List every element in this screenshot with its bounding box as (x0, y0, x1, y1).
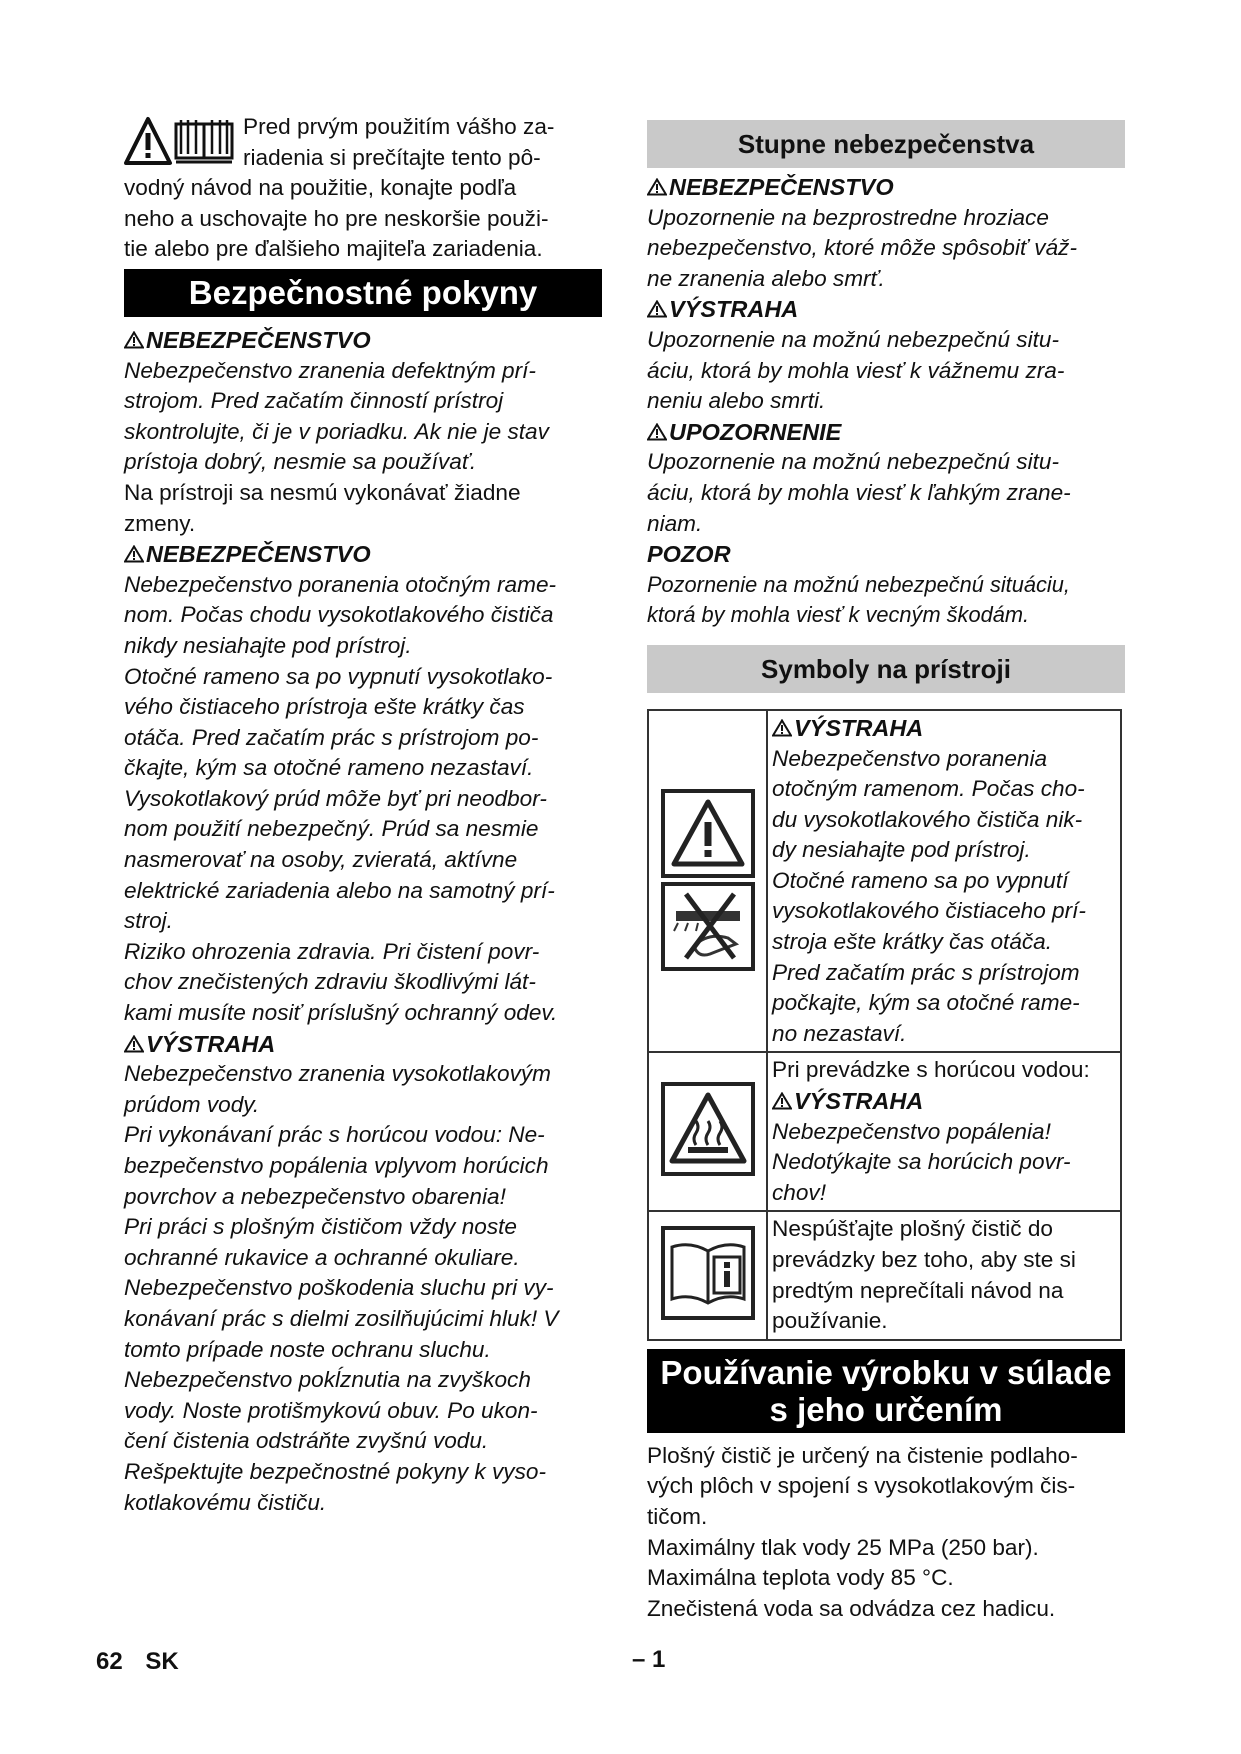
symbol-text-cell (767, 1052, 1121, 1211)
right-column (647, 120, 1125, 1624)
symbol-text: Nedotýkajte sa horúcich povr- (772, 1149, 1071, 1175)
level-text: ne zranenia alebo smrť. (647, 265, 885, 291)
notice-heading: POZOR (647, 541, 731, 568)
safety-text: kami musíte nosiť príslušný ochranný odev. (124, 1000, 558, 1026)
safety-text: Riziko ohrozenia zdravia. Pri čistení povr- (124, 938, 540, 964)
usage-title-line: Používanie výrobku v súlade (660, 1353, 1112, 1391)
danger-heading (647, 172, 1125, 203)
warning-triangle-icon (126, 119, 170, 163)
symbol-text: Pri prevádzke s horúcou vodou: (772, 1057, 1090, 1083)
footer-center: – 1 (632, 1646, 666, 1673)
usage-text: vých plôch v spojení s vysokotlakovým čis- (647, 1473, 1076, 1499)
warning-heading-text: VÝSTRAHA (794, 1088, 924, 1115)
safety-text: chov znečistených zdraviu škodlivými lát- (124, 969, 536, 995)
usage-title (647, 1349, 1125, 1433)
safety-text: tomto prípade noste ochranu sluchu. (124, 1336, 491, 1362)
safety-text: čení čistenia odstráňte zvyšnú vodu. (124, 1428, 489, 1454)
levels-title: Stupne nebezpečenstva (647, 120, 1125, 168)
safety-text: nasmerovať na osoby, zvieratá, aktívne (124, 847, 518, 873)
no-hand-under-device-icon (663, 884, 753, 969)
danger-heading-text: NEBEZPEČENSTVO (146, 326, 371, 353)
page-number: 62 (96, 1648, 123, 1675)
symbol-text: otočným ramenom. Počas cho- (772, 776, 1085, 802)
level-text: nebezpečenstvo, ktoré môže spôsobiť váž- (647, 235, 1077, 261)
safety-text: nikdy nesiahajte pod prístroj. (124, 632, 412, 658)
safety-text: Rešpektujte bezpečnostné pokyny k vyso- (124, 1458, 546, 1484)
symbol-text: počkajte, kým sa otočné rame- (772, 990, 1080, 1016)
symbol-row (648, 1052, 1121, 1211)
warning-triangle-icon (647, 300, 667, 318)
read-manual-icon (658, 1223, 758, 1323)
level-text: Upozornenie na možnú nebezpečnú situ- (647, 449, 1059, 475)
warning-triangle-icon (124, 1035, 144, 1053)
safety-text: vého čistiaceho prístroja ešte krátky čas (124, 694, 525, 720)
hot-surface-icon (658, 1079, 758, 1179)
symbol-text: Nebezpečenstvo poranenia (772, 745, 1048, 771)
rotating-arm-warning-icon (658, 786, 758, 972)
symbol-icon-cell (648, 1211, 767, 1339)
symbol-text: predtým neprečítali návod na (772, 1277, 1064, 1303)
intro-line: riadenia si prečítajte tento pô- (243, 144, 541, 170)
symbols-title: Symboly na prístroji (647, 645, 1125, 693)
safety-text: prúdom vody. (124, 1091, 260, 1117)
level-text: áciu, ktorá by mohla viesť k ľahkým zrane- (647, 479, 1071, 505)
language-code: SK (145, 1648, 179, 1675)
safety-text: strojom. Pred začatím činností prístroj (124, 388, 504, 414)
safety-text: Na prístroji sa nesmú vykonávať žiadne (124, 479, 521, 505)
danger-heading-text: NEBEZPEČENSTVO (146, 541, 371, 568)
safety-text: povrchov a nebezpečenstvo obarenia! (124, 1183, 506, 1209)
symbol-row (648, 1211, 1121, 1339)
intro-line: Pred prvým použitím vášho za- (243, 114, 555, 139)
level-text: Pozornenie na možnú nebezpečnú situáciu, (647, 571, 1070, 597)
usage-text: tičom. (647, 1503, 708, 1529)
warning-triangle-icon (772, 719, 792, 737)
safety-text: nom použití nebezpečný. Prúd sa nesmie (124, 816, 539, 842)
symbol-icon-cell (648, 1052, 767, 1211)
warning-triangle-icon (647, 178, 667, 196)
usage-text: Maximálna teplota vody 85 °C. (647, 1565, 954, 1591)
safety-text: prístoja dobrý, nesmie sa používať. (124, 449, 477, 475)
level-text: niam. (647, 510, 703, 536)
danger-heading (124, 325, 602, 356)
level-text: neniu alebo smrti. (647, 388, 826, 414)
warning-triangle-icon (124, 331, 144, 349)
warning-heading-text: VÝSTRAHA (794, 714, 924, 741)
safety-text: konávaní prác s dielmi zosilňujúcimi hluk! V (124, 1305, 559, 1331)
safety-title: Bezpečnostné pokyny (124, 269, 602, 317)
intro-line: tie alebo pre ďalšieho majiteľa zariadenia. (124, 236, 543, 262)
symbol-text: vysokotlakového čistiaceho prí- (772, 898, 1086, 924)
book-icon (176, 120, 232, 162)
safety-text: Nebezpečenstvo poranenia otočným rame- (124, 571, 557, 597)
caution-heading-text: UPOZORNENIE (669, 418, 842, 445)
safety-text: zmeny. (124, 510, 196, 536)
warning-triangle-icon (124, 545, 144, 563)
safety-text: Pri práci s plošným čističom vždy noste (124, 1214, 517, 1240)
usage-text: Plošný čistič je určený na čistenie podlaho- (647, 1442, 1078, 1468)
symbol-text: používanie. (772, 1308, 888, 1334)
safety-text: čkajte, kým sa otočné rameno nezastaví. (124, 755, 534, 781)
safety-text: stroj. (124, 908, 173, 934)
symbol-text: Nebezpečenstvo popálenia! (772, 1118, 1051, 1144)
symbol-text: chov! (772, 1179, 827, 1205)
safety-text: Nebezpečenstvo zranenia defektným prí- (124, 357, 536, 383)
left-column (124, 112, 602, 1518)
safety-text: otáča. Pred začatím prác s prístrojom po- (124, 724, 539, 750)
symbol-text: no nezastaví. (772, 1020, 907, 1046)
warning-heading (772, 713, 1120, 744)
safety-text: nom. Počas chodu vysokotlakového čističa (124, 602, 554, 628)
warning-triangle-icon (647, 423, 667, 441)
warning-book-icons (124, 116, 239, 168)
level-text: Upozornenie na bezprostredne hroziace (647, 204, 1049, 230)
safety-text: kotlakovému čističu. (124, 1489, 327, 1515)
symbol-text: du vysokotlakového čističa nik- (772, 806, 1083, 832)
safety-text: skontrolujte, či je v poriadku. Ak nie je stav (124, 418, 549, 444)
symbol-text: Pred začatím prác s prístrojom (772, 959, 1080, 985)
usage-text: Znečistená voda sa odvádza cez hadicu. (647, 1595, 1056, 1621)
intro-line: vodný návod na použitie, konajte podľa (124, 175, 517, 201)
warning-heading (772, 1086, 1120, 1117)
level-text: áciu, ktorá by mohla viesť k vážnemu zra- (647, 357, 1065, 383)
safety-text: Nebezpečenstvo pokĺznutia na zvyškoch (124, 1367, 531, 1393)
warning-heading-text: VÝSTRAHA (146, 1030, 276, 1057)
footer-page-info (96, 1648, 195, 1676)
danger-heading (124, 539, 602, 570)
symbol-text-cell (767, 1211, 1121, 1339)
symbol-icon-cell (648, 710, 767, 1053)
safety-text: ochranné rukavice a ochranné okuliare. (124, 1244, 520, 1270)
warning-heading (647, 294, 1125, 325)
symbol-text: stroja ešte krátky čas otáča. (772, 929, 1053, 955)
safety-text: Otočné rameno sa po vypnutí vysokotlako- (124, 663, 553, 689)
symbol-text: Nespúšťajte plošný čistič do (772, 1216, 1053, 1242)
level-text: Upozornenie na možnú nebezpečnú situ- (647, 326, 1059, 352)
warning-triangle-icon (772, 1092, 792, 1110)
symbols-table (647, 709, 1122, 1341)
safety-text: bezpečenstvo popálenia vplyvom horúcich (124, 1153, 549, 1178)
safety-text: vody. Noste protišmykovú obuv. Po ukon- (124, 1397, 538, 1423)
symbol-text: Otočné rameno sa po vypnutí (772, 867, 1069, 893)
safety-text: Nebezpečenstvo zranenia vysokotlakovým (124, 1061, 551, 1087)
symbol-row (648, 710, 1121, 1053)
safety-text: Pri vykonávaní prác s horúcou vodou: Ne- (124, 1122, 545, 1148)
symbol-text: prevádzky bez toho, aby ste si (772, 1247, 1076, 1272)
symbol-text: dy nesiahajte pod prístroj. (772, 837, 1031, 863)
caution-heading (647, 417, 1125, 448)
warning-heading-text: VÝSTRAHA (669, 296, 799, 323)
intro-line: neho a uschovajte ho pre neskoršie použi- (124, 205, 549, 231)
danger-heading-text: NEBEZPEČENSTVO (669, 174, 894, 200)
usage-text: Maximálny tlak vody 25 MPa (250 bar). (647, 1534, 1039, 1560)
warning-heading (124, 1029, 602, 1060)
symbol-text-cell (767, 710, 1121, 1053)
level-text: ktorá by mohla viesť k vecným škodám. (647, 602, 1030, 628)
usage-title-line: s jeho určením (769, 1390, 1003, 1428)
safety-text: Nebezpečenstvo poškodenia sluchu pri vy- (124, 1275, 554, 1301)
safety-text: elektrické zariadenia alebo na samotný prí- (124, 877, 555, 903)
intro (124, 112, 602, 265)
safety-text: Vysokotlakový prúd môže byť pri neodbor- (124, 785, 547, 811)
